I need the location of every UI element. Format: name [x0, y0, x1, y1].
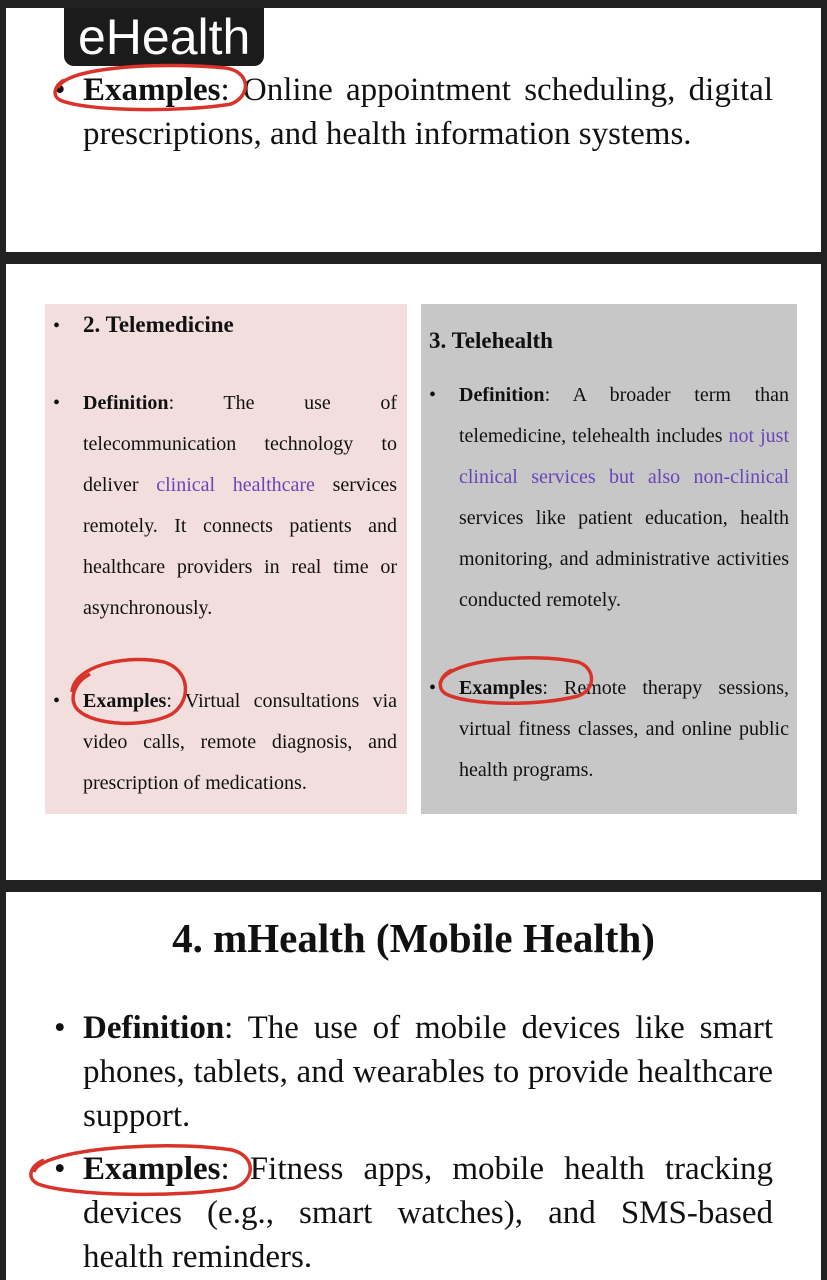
tele-panel [6, 264, 821, 880]
definition-label: Definition [459, 384, 545, 406]
examples-label: Examples [83, 690, 167, 712]
examples-text: : Remote therapy sessions, virtual fitness classes, and online public health programs. [459, 677, 789, 781]
examples-text: : Online appointment scheduling, digital prescriptions, and health information systems. [83, 72, 773, 152]
telehealth-title: 3. Telehealth [429, 328, 553, 353]
bullet-icon: • [53, 690, 61, 712]
bullet-icon: • [53, 315, 61, 337]
mhealth-title: 4. mHealth (Mobile Health) [172, 915, 655, 961]
telemedicine-card [45, 304, 407, 814]
examples-text: : Virtual consultations via video calls, remote diagnosis, and prescription of medications. [83, 690, 397, 794]
definition-label: Definition [83, 392, 169, 414]
bullet-icon: • [429, 384, 437, 406]
telehealth-card [421, 304, 797, 814]
bullet-icon: • [54, 1151, 66, 1187]
telemedicine-definition [83, 383, 397, 629]
bullet-icon: • [54, 1010, 66, 1046]
definition-text-end: services remotely. It connects patients and healthcare providers in real time or asynchronously. [83, 474, 398, 619]
examples-label: Examples [83, 72, 221, 108]
ehealth-examples [83, 68, 773, 156]
definition-highlight: not just clinical services but also non-clinical [459, 425, 789, 488]
bullet-icon: • [53, 392, 61, 414]
definition-text: : The use of telecommunication technology to deliver [83, 392, 397, 496]
definition-text: : A broader term than telemedicine, telehealth includes [459, 384, 789, 447]
telehealth-definition [459, 375, 789, 621]
telehealth-examples [459, 668, 789, 791]
bullet-icon: • [54, 72, 66, 108]
mhealth-definition [83, 1006, 773, 1138]
definition-text-end: services like patient education, health monitoring, and administrative activities conducted remotely. [459, 507, 789, 611]
mhealth-examples [83, 1147, 773, 1279]
examples-label: Examples [83, 1151, 221, 1187]
telemedicine-examples [83, 681, 397, 804]
definition-label: Definition [83, 1010, 225, 1046]
definition-text: : The use of mobile devices like smart phones, tablets, and wearables to provide healthcare support. [83, 1010, 773, 1134]
ehealth-panel [6, 8, 821, 252]
ehealth-tag: eHealth [64, 8, 264, 66]
definition-highlight: clinical healthcare [156, 474, 315, 496]
mhealth-panel [6, 892, 821, 1280]
examples-text: : Fitness apps, mobile health tracking devices (e.g., smart watches), and SMS-based health reminders. [83, 1151, 773, 1275]
telemedicine-title: 2. Telemedicine [83, 312, 234, 337]
examples-label: Examples [459, 677, 543, 699]
bullet-icon: • [429, 677, 437, 699]
